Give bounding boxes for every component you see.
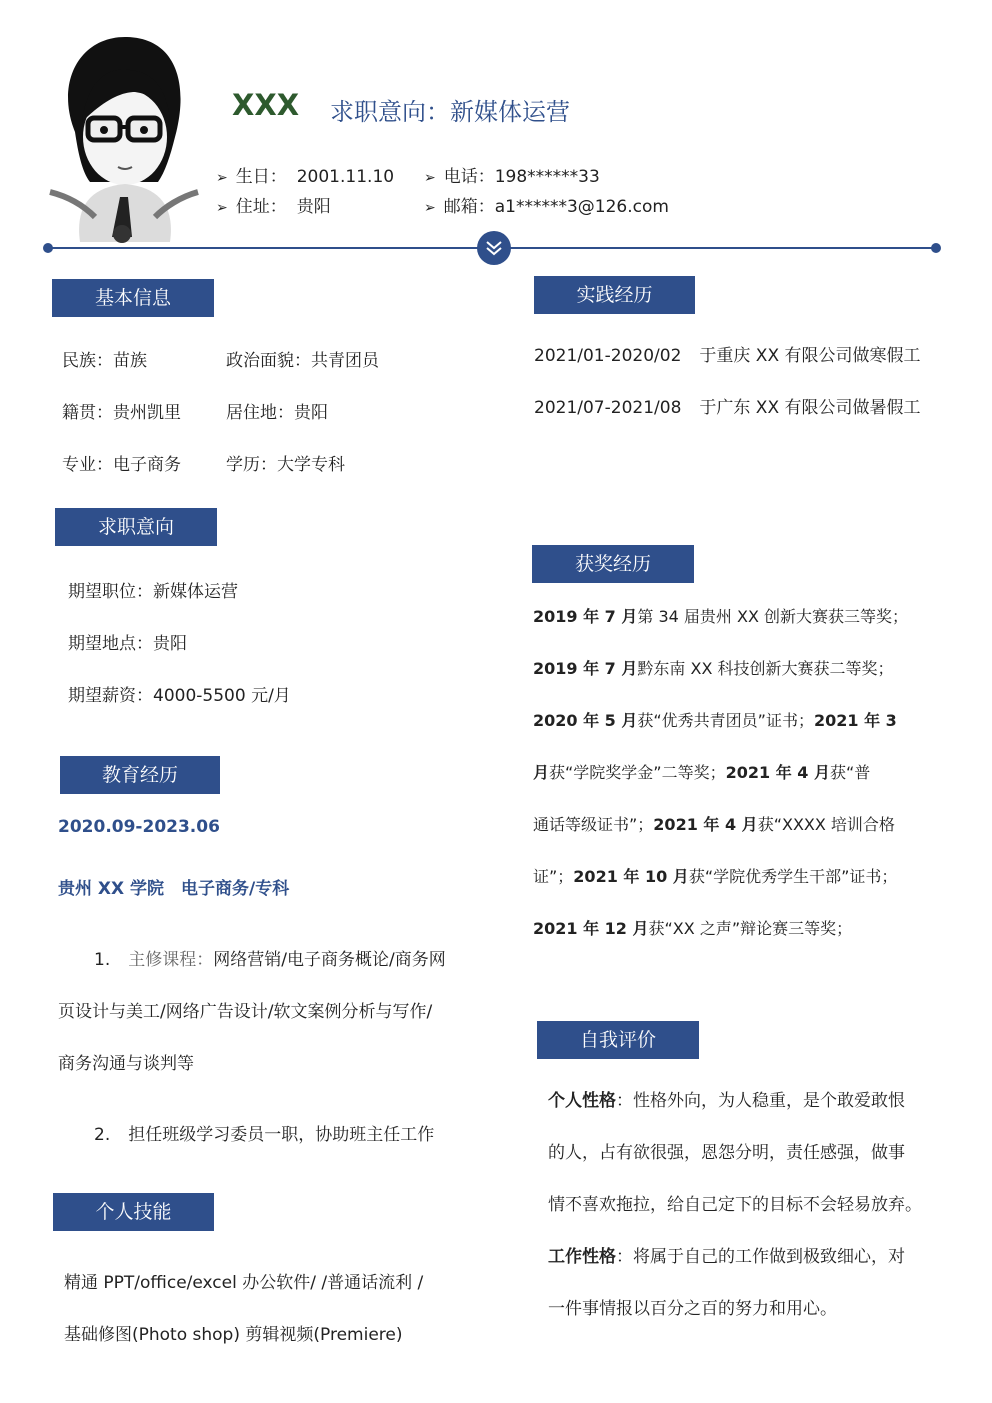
basic-row-right: 政治面貌：共青团员 [226,351,379,371]
list-number: 1. [94,950,111,970]
avatar [40,22,200,244]
award-line: 2019 年 7 月黔东南 XX 科技创新大赛获二等奖； [533,659,894,678]
self-eval-heading: 自我评价 [537,1021,699,1059]
address-value: 贵阳 [296,197,331,217]
practice-desc: 于广东 XX 有限公司做暑假工 [699,398,921,418]
skills-line: 精通 PPT/office/excel 办公软件/ /普通话流利 / [64,1273,424,1293]
birthday-label: 生日： [235,167,287,187]
email-row [424,192,669,217]
course-text: 网络营销/电子商务概论/商务网 [213,950,446,970]
arrow-bullet-icon: ➢ [424,170,436,186]
award-line: 2020 年 5 月获“优秀共青团员”证书；2021 年 3 [533,711,897,730]
email-label: 邮箱： [443,197,495,217]
job-intent-heading: 求职意向 [55,508,217,546]
double-chevron-down-icon [477,231,511,265]
email-value: a1******3@126.com [494,197,669,217]
awards-heading: 获奖经历 [532,545,694,583]
award-line: 2019 年 7 月第 34 届贵州 XX 创新大赛获三等奖； [533,607,909,626]
basic-info-heading: 基本信息 [52,279,214,317]
divider-dot-left [43,243,53,253]
skills-heading: 个人技能 [53,1193,214,1231]
basic-row-right: 学历：大学专科 [226,455,345,475]
practice-date: 2021/01-2020/02 [534,346,682,366]
self-eval-line: 情不喜欢拖拉，给自己定下的目标不会轻易放弃。 [548,1195,922,1215]
course-line: 商务沟通与谈判等 [58,1054,194,1074]
personality-label: 个人性格 [548,1091,616,1111]
self-eval-line: 的人，占有欲很强，恩怨分明，责任感强，做事 [548,1143,905,1163]
cartoon-girl-glasses-avatar-icon [40,22,200,244]
address-row [216,192,331,217]
education-school: 贵州 XX 学院 电子商务/专科 [58,879,290,899]
birthday-row [216,162,394,187]
job-intent-item: 期望薪资：4000-5500 元/月 [68,686,291,706]
job-intent-item: 期望地点：贵阳 [68,634,187,654]
address-label: 住址： [235,197,287,217]
award-line: 通话等级证书”；2021 年 4 月获“XXXX 培训合格 [533,815,895,834]
list-number: 2. [94,1125,111,1145]
education-heading: 教育经历 [60,756,220,794]
self-eval-line: 个人性格：性格外向，为人稳重，是个敢爱敢恨 [548,1091,905,1111]
arrow-bullet-icon: ➢ [424,200,436,216]
course-line: 页设计与美工/网络广告设计/软文案例分析与写作/ [58,1002,433,1022]
arrow-bullet-icon: ➢ [216,170,228,186]
arrow-bullet-icon: ➢ [216,200,228,216]
practice-date: 2021/07-2021/08 [534,398,682,418]
job-intent-title: 求职意向：新媒体运营 [330,98,570,126]
basic-row-left: 籍贯：贵州凯里 [62,403,181,423]
self-eval-line: 一件事情报以百分之百的努力和用心。 [548,1299,837,1319]
award-line: 2021 年 12 月获“XX 之声”辩论赛三等奖； [533,919,853,938]
phone-label: 电话： [443,167,495,187]
award-line: 证”；2021 年 10 月获“学院优秀学生干部”证书； [533,867,898,886]
basic-row-left: 专业：电子商务 [62,455,181,475]
duty-line [94,1120,434,1145]
phone-row [424,162,600,187]
practice-desc: 于重庆 XX 有限公司做寒假工 [699,346,921,366]
basic-row-left: 民族：苗族 [62,351,147,371]
self-eval-line: 工作性格：将属于自己的工作做到极致细心，对 [548,1247,905,1267]
work-style-label: 工作性格 [548,1247,616,1267]
duty-text: 担任班级学习委员一职，协助班主任工作 [128,1125,435,1145]
course-line [94,945,446,970]
job-intent-item: 期望职位：新媒体运营 [68,582,238,602]
practice-item [534,341,921,366]
award-line: 月获“学院奖学金”二等奖；2021 年 4 月获“普 [533,763,871,782]
phone-value: 198******33 [494,167,600,187]
education-period: 2020.09-2023.06 [58,817,220,837]
practice-heading: 实践经历 [534,276,695,314]
practice-item [534,393,921,418]
skills-line: 基础修图(Photo shop) 剪辑视频(Premiere) [64,1325,403,1345]
candidate-name: XXX [232,88,300,122]
birthday-value: 2001.11.10 [296,167,395,187]
basic-row-right: 居住地：贵阳 [226,403,328,423]
course-label: 主修课程： [128,950,214,970]
divider-dot-right [931,243,941,253]
